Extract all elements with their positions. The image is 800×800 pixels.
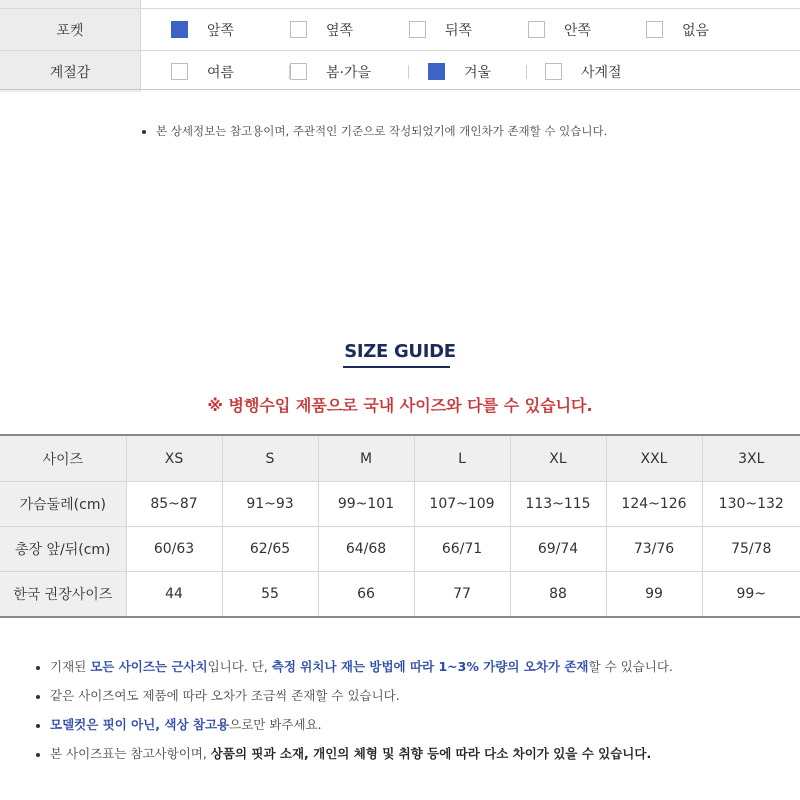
table-row [0, 482, 800, 527]
option-front[interactable]: 앞쪽 [171, 9, 234, 50]
size-table [0, 434, 800, 618]
checkbox[interactable] [409, 21, 426, 38]
table-cell: 77 [414, 572, 510, 618]
detail-note: 본 상세정보는 참고용이며, 주관적인 기준으로 작성되었기에 개인차가 존재할 수 있습니다. [142, 123, 607, 139]
table-row [0, 572, 800, 618]
table-cell: 99~101 [318, 482, 414, 527]
option-spring-fall[interactable]: 봄·가을 [290, 51, 371, 92]
table-cell: 113~115 [510, 482, 606, 527]
attribute-row-season [0, 51, 800, 92]
table-row [0, 527, 800, 572]
table-cell: 99~ [702, 572, 800, 618]
checkbox-checked[interactable] [428, 63, 445, 80]
list-item: 같은 사이즈여도 제품에 따라 오차가 조금씩 존재할 수 있습니다. [36, 686, 673, 715]
table-cell: 55 [222, 572, 318, 618]
header-cell: M [318, 435, 414, 482]
row-label: 가슴둘레(cm) [0, 482, 126, 527]
bullet-icon [36, 724, 40, 728]
option-summer[interactable]: 여름 [171, 51, 234, 92]
bullet-icon [142, 130, 146, 134]
table-cell: 60/63 [126, 527, 222, 572]
header-cell: XS [126, 435, 222, 482]
header-cell: XXL [606, 435, 702, 482]
table-cell: 99 [606, 572, 702, 618]
table-cell: 66/71 [414, 527, 510, 572]
table-cell: 64/68 [318, 527, 414, 572]
header-cell: 3XL [702, 435, 800, 482]
attribute-row-partial [0, 0, 800, 9]
checkbox[interactable] [545, 63, 562, 80]
attribute-label [0, 0, 141, 8]
bullet-icon [36, 666, 40, 670]
bullet-icon [36, 695, 40, 699]
divider [408, 65, 409, 79]
table-bottom-border [0, 89, 800, 90]
bullet-icon [36, 753, 40, 757]
table-cell: 66 [318, 572, 414, 618]
list-item: 모델컷은 핏이 아닌, 색상 참고용으로만 봐주세요. [36, 715, 673, 744]
checkbox[interactable] [171, 63, 188, 80]
checkbox[interactable] [290, 21, 307, 38]
header-cell: S [222, 435, 318, 482]
table-cell: 85~87 [126, 482, 222, 527]
product-attribute-table [0, 0, 800, 92]
checkbox-checked[interactable] [171, 21, 188, 38]
attribute-label: 계절감 [0, 51, 141, 92]
header-cell: L [414, 435, 510, 482]
table-cell: 107~109 [414, 482, 510, 527]
checkbox[interactable] [528, 21, 545, 38]
option-all-season[interactable]: 사계절 [545, 51, 622, 92]
table-header-row [0, 435, 800, 482]
header-cell: XL [510, 435, 606, 482]
size-guide-title: SIZE GUIDE [344, 341, 456, 362]
list-item: 기재된 모든 사이즈는 근사치입니다. 단, 측정 위치나 재는 방법에 따라 1~3% 가량의 오차가 존재할 수 있습니다. [36, 657, 673, 686]
option-inside[interactable]: 안쪽 [528, 9, 591, 50]
table-cell: 62/65 [222, 527, 318, 572]
table-cell: 130~132 [702, 482, 800, 527]
option-back[interactable]: 뒤쪽 [409, 9, 472, 50]
row-label: 한국 권장사이즈 [0, 572, 126, 618]
title-underline [343, 366, 450, 368]
divider [526, 65, 527, 79]
table-cell: 69/74 [510, 527, 606, 572]
table-cell: 75/78 [702, 527, 800, 572]
table-cell: 73/76 [606, 527, 702, 572]
option-none[interactable]: 없음 [646, 9, 709, 50]
checkbox[interactable] [290, 63, 307, 80]
attribute-label: 포켓 [0, 9, 141, 50]
size-notes-list [36, 657, 673, 773]
table-cell: 124~126 [606, 482, 702, 527]
table-cell: 44 [126, 572, 222, 618]
checkbox[interactable] [646, 21, 663, 38]
option-winter[interactable]: 겨울 [428, 51, 491, 92]
attribute-row-pocket [0, 9, 800, 51]
option-side[interactable]: 옆쪽 [290, 9, 353, 50]
size-warning: ※ 병행수입 제품으로 국내 사이즈와 다를 수 있습니다. [207, 396, 593, 415]
row-label: 총장 앞/뒤(cm) [0, 527, 126, 572]
table-cell: 91~93 [222, 482, 318, 527]
table-cell: 88 [510, 572, 606, 618]
header-cell: 사이즈 [0, 435, 126, 482]
list-item: 본 사이즈표는 참고사항이며, 상품의 핏과 소재, 개인의 체형 및 취향 등에 따라 다소 차이가 있을 수 있습니다. [36, 744, 673, 773]
